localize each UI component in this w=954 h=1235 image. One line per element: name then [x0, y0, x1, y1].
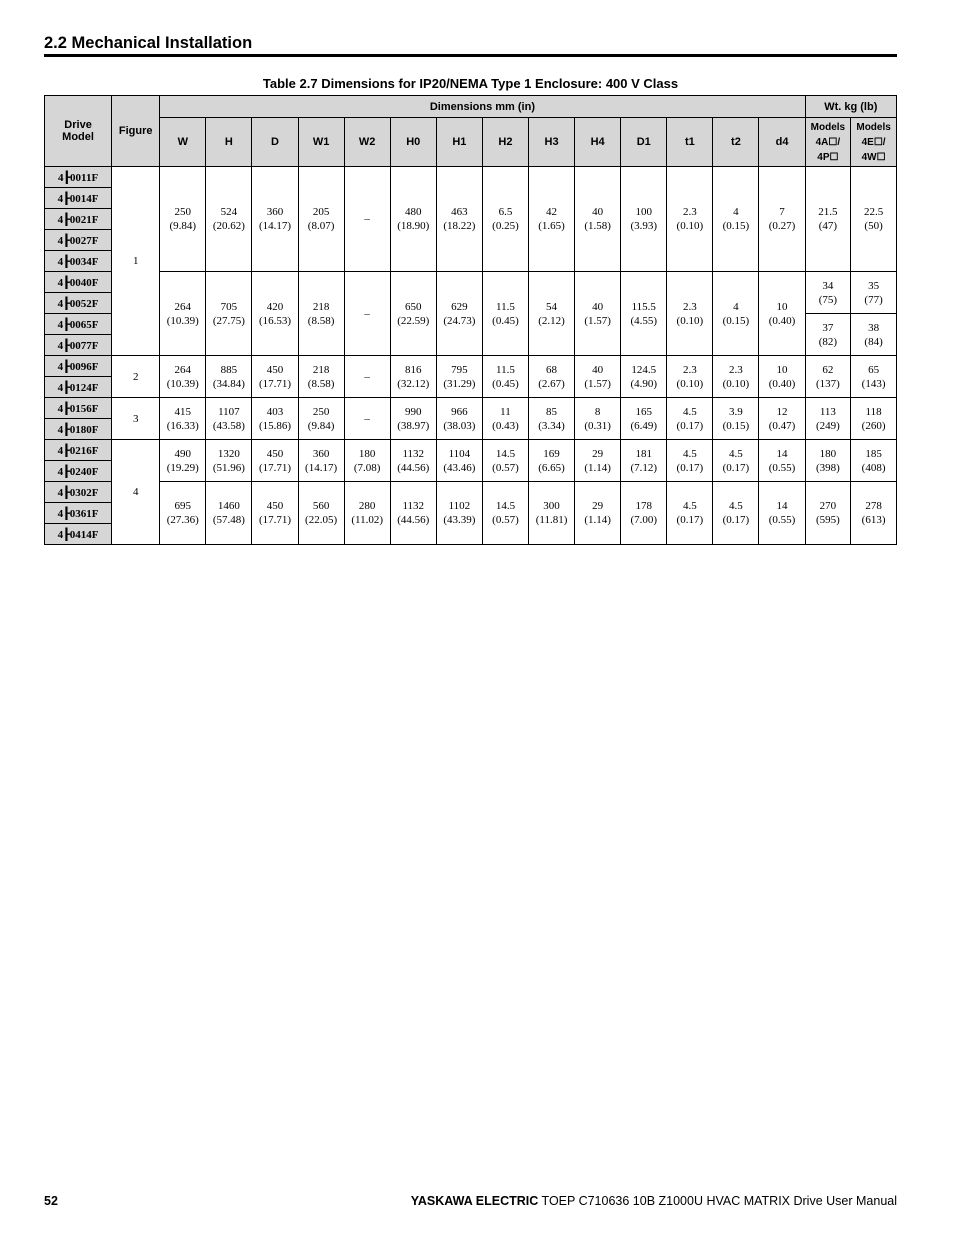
- value-cell: 360 (14.17): [252, 167, 298, 272]
- dim-col-header: H2: [482, 118, 528, 167]
- value-cell: 490 (19.29): [160, 440, 206, 482]
- value-cell: 420 (16.53): [252, 272, 298, 356]
- drive-model-cell: 4┠0180F: [45, 419, 112, 440]
- figure-cell: 2: [112, 356, 160, 398]
- dim-col-header: D: [252, 118, 298, 167]
- drive-model-cell: 4┠0077F: [45, 335, 112, 356]
- page-number: 52: [44, 1194, 58, 1208]
- value-cell: 14.5 (0.57): [482, 482, 528, 545]
- value-cell: 4.5 (0.17): [667, 482, 713, 545]
- value-cell: 450 (17.71): [252, 356, 298, 398]
- value-cell: 650 (22.59): [390, 272, 436, 356]
- value-cell: 14 (0.55): [759, 482, 805, 545]
- value-cell: 4.5 (0.17): [713, 440, 759, 482]
- value-cell: 165 (6.49): [621, 398, 667, 440]
- value-cell: 2.3 (0.10): [667, 356, 713, 398]
- value-cell: –: [344, 167, 390, 272]
- value-cell: 29 (1.14): [575, 482, 621, 545]
- value-cell: 4.5 (0.17): [713, 482, 759, 545]
- value-cell: 705 (27.75): [206, 272, 252, 356]
- dim-col-header: H0: [390, 118, 436, 167]
- drive-model-cell: 4┠0021F: [45, 209, 112, 230]
- value-cell: 12 (0.47): [759, 398, 805, 440]
- value-cell: 62 (137): [805, 356, 851, 398]
- dim-col-header: t2: [713, 118, 759, 167]
- figure-cell: 3: [112, 398, 160, 440]
- drive-model-cell: 4┠0302F: [45, 482, 112, 503]
- table-row: [45, 272, 897, 293]
- footer-manual-name: TOEP C710636 10B Z1000U HVAC MATRIX Drive User Manual: [538, 1194, 897, 1208]
- drive-model-cell: 4┠0065F: [45, 314, 112, 335]
- value-cell: 10 (0.40): [759, 272, 805, 356]
- dim-col-header: W: [160, 118, 206, 167]
- dim-col-header: H: [206, 118, 252, 167]
- value-cell: 250 (9.84): [160, 167, 206, 272]
- table-row: [45, 482, 897, 503]
- value-cell: 185 (408): [851, 440, 897, 482]
- value-cell: 22.5 (50): [851, 167, 897, 272]
- value-cell: 181 (7.12): [621, 440, 667, 482]
- drive-model-cell: 4┠0034F: [45, 251, 112, 272]
- dim-col-header: W2: [344, 118, 390, 167]
- figure-cell: 1: [112, 167, 160, 356]
- value-cell: 264 (10.39): [160, 272, 206, 356]
- value-cell: 180 (398): [805, 440, 851, 482]
- drive-model-cell: 4┠0052F: [45, 293, 112, 314]
- value-cell: 14 (0.55): [759, 440, 805, 482]
- drive-model-cell: 4┠0414F: [45, 524, 112, 545]
- drive-model-cell: 4┠0014F: [45, 188, 112, 209]
- value-cell: 2.3 (0.10): [667, 272, 713, 356]
- drive-model-cell: 4┠0040F: [45, 272, 112, 293]
- value-cell: 68 (2.67): [529, 356, 575, 398]
- dim-col-header: H4: [575, 118, 621, 167]
- value-cell: 180 (7.08): [344, 440, 390, 482]
- dim-col-header: W1: [298, 118, 344, 167]
- table-row: [45, 356, 897, 377]
- value-cell: 1460 (57.48): [206, 482, 252, 545]
- table-row: [45, 440, 897, 461]
- value-cell: 4 (0.15): [713, 272, 759, 356]
- value-cell: 360 (14.17): [298, 440, 344, 482]
- footer-brand: YASKAWA ELECTRIC: [410, 1194, 539, 1208]
- drive-model-cell: 4┠0216F: [45, 440, 112, 461]
- weight-col-header: Models 4E☐/ 4W☐: [851, 118, 897, 167]
- footer-doc-title: [411, 1194, 897, 1208]
- value-cell: 115.5 (4.55): [621, 272, 667, 356]
- value-cell: 54 (2.12): [529, 272, 575, 356]
- value-cell: 85 (3.34): [529, 398, 575, 440]
- dimensions-table: [44, 95, 897, 545]
- value-cell: 40 (1.57): [575, 272, 621, 356]
- value-cell: 695 (27.36): [160, 482, 206, 545]
- value-cell: 450 (17.71): [252, 482, 298, 545]
- value-cell: 10 (0.40): [759, 356, 805, 398]
- dim-col-header: d4: [759, 118, 805, 167]
- value-cell: 795 (31.29): [436, 356, 482, 398]
- value-cell: 124.5 (4.90): [621, 356, 667, 398]
- value-cell: 205 (8.07): [298, 167, 344, 272]
- value-cell: 11.5 (0.45): [482, 272, 528, 356]
- value-cell: 35 (77): [851, 272, 897, 314]
- value-cell: 178 (7.00): [621, 482, 667, 545]
- value-cell: 990 (38.97): [390, 398, 436, 440]
- value-cell: 2.3 (0.10): [667, 167, 713, 272]
- value-cell: 1132 (44.56): [390, 482, 436, 545]
- value-cell: 4 (0.15): [713, 167, 759, 272]
- value-cell: 270 (595): [805, 482, 851, 545]
- value-cell: 37 (82): [805, 314, 851, 356]
- value-cell: 250 (9.84): [298, 398, 344, 440]
- value-cell: 415 (16.33): [160, 398, 206, 440]
- drive-model-cell: 4┠0156F: [45, 398, 112, 419]
- value-cell: 1102 (43.39): [436, 482, 482, 545]
- value-cell: 38 (84): [851, 314, 897, 356]
- table-row: [45, 167, 897, 188]
- value-cell: 34 (75): [805, 272, 851, 314]
- value-cell: 300 (11.81): [529, 482, 575, 545]
- value-cell: 280 (11.02): [344, 482, 390, 545]
- value-cell: 218 (8.58): [298, 356, 344, 398]
- value-cell: 6.5 (0.25): [482, 167, 528, 272]
- drive-model-cell: 4┠0240F: [45, 461, 112, 482]
- value-cell: 450 (17.71): [252, 440, 298, 482]
- value-cell: 2.3 (0.10): [713, 356, 759, 398]
- title-rule: [44, 54, 897, 57]
- weight-col-header: Models 4A☐/ 4P☐: [805, 118, 851, 167]
- value-cell: 403 (15.86): [252, 398, 298, 440]
- value-cell: –: [344, 398, 390, 440]
- value-cell: 480 (18.90): [390, 167, 436, 272]
- value-cell: 11 (0.43): [482, 398, 528, 440]
- value-cell: 4.5 (0.17): [667, 440, 713, 482]
- dim-col-header: D1: [621, 118, 667, 167]
- value-cell: 100 (3.93): [621, 167, 667, 272]
- value-cell: 278 (613): [851, 482, 897, 545]
- figure-cell: 4: [112, 440, 160, 545]
- value-cell: 65 (143): [851, 356, 897, 398]
- value-cell: –: [344, 356, 390, 398]
- drive-model-cell: 4┠0361F: [45, 503, 112, 524]
- value-cell: 1104 (43.46): [436, 440, 482, 482]
- weight-header: Wt. kg (lb): [805, 96, 896, 118]
- value-cell: 264 (10.39): [160, 356, 206, 398]
- value-cell: –: [344, 272, 390, 356]
- value-cell: 524 (20.62): [206, 167, 252, 272]
- drive-model-header: Drive Model: [45, 96, 112, 167]
- value-cell: 7 (0.27): [759, 167, 805, 272]
- value-cell: 885 (34.84): [206, 356, 252, 398]
- dim-col-header: H1: [436, 118, 482, 167]
- value-cell: 40 (1.58): [575, 167, 621, 272]
- value-cell: 42 (1.65): [529, 167, 575, 272]
- drive-model-cell: 4┠0011F: [45, 167, 112, 188]
- drive-model-cell: 4┠0027F: [45, 230, 112, 251]
- value-cell: 218 (8.58): [298, 272, 344, 356]
- value-cell: 4.5 (0.17): [667, 398, 713, 440]
- value-cell: 463 (18.22): [436, 167, 482, 272]
- value-cell: 14.5 (0.57): [482, 440, 528, 482]
- value-cell: 966 (38.03): [436, 398, 482, 440]
- value-cell: 816 (32.12): [390, 356, 436, 398]
- dimensions-header: Dimensions mm (in): [160, 96, 805, 118]
- table-caption: Table 2.7 Dimensions for IP20/NEMA Type 1 Enclosure: 400 V Class: [262, 76, 679, 91]
- value-cell: 1107 (43.58): [206, 398, 252, 440]
- table-row: [45, 398, 897, 419]
- value-cell: 169 (6.65): [529, 440, 575, 482]
- dim-col-header: H3: [529, 118, 575, 167]
- dim-col-header: t1: [667, 118, 713, 167]
- value-cell: 11.5 (0.45): [482, 356, 528, 398]
- value-cell: 8 (0.31): [575, 398, 621, 440]
- value-cell: 113 (249): [805, 398, 851, 440]
- value-cell: 1132 (44.56): [390, 440, 436, 482]
- value-cell: 560 (22.05): [298, 482, 344, 545]
- value-cell: 40 (1.57): [575, 356, 621, 398]
- drive-model-cell: 4┠0124F: [45, 377, 112, 398]
- section-title: 2.2 Mechanical Installation: [44, 34, 253, 52]
- value-cell: 21.5 (47): [805, 167, 851, 272]
- value-cell: 29 (1.14): [575, 440, 621, 482]
- figure-header: Figure: [112, 96, 160, 167]
- drive-model-cell: 4┠0096F: [45, 356, 112, 377]
- value-cell: 118 (260): [851, 398, 897, 440]
- value-cell: 629 (24.73): [436, 272, 482, 356]
- value-cell: 3.9 (0.15): [713, 398, 759, 440]
- value-cell: 1320 (51.96): [206, 440, 252, 482]
